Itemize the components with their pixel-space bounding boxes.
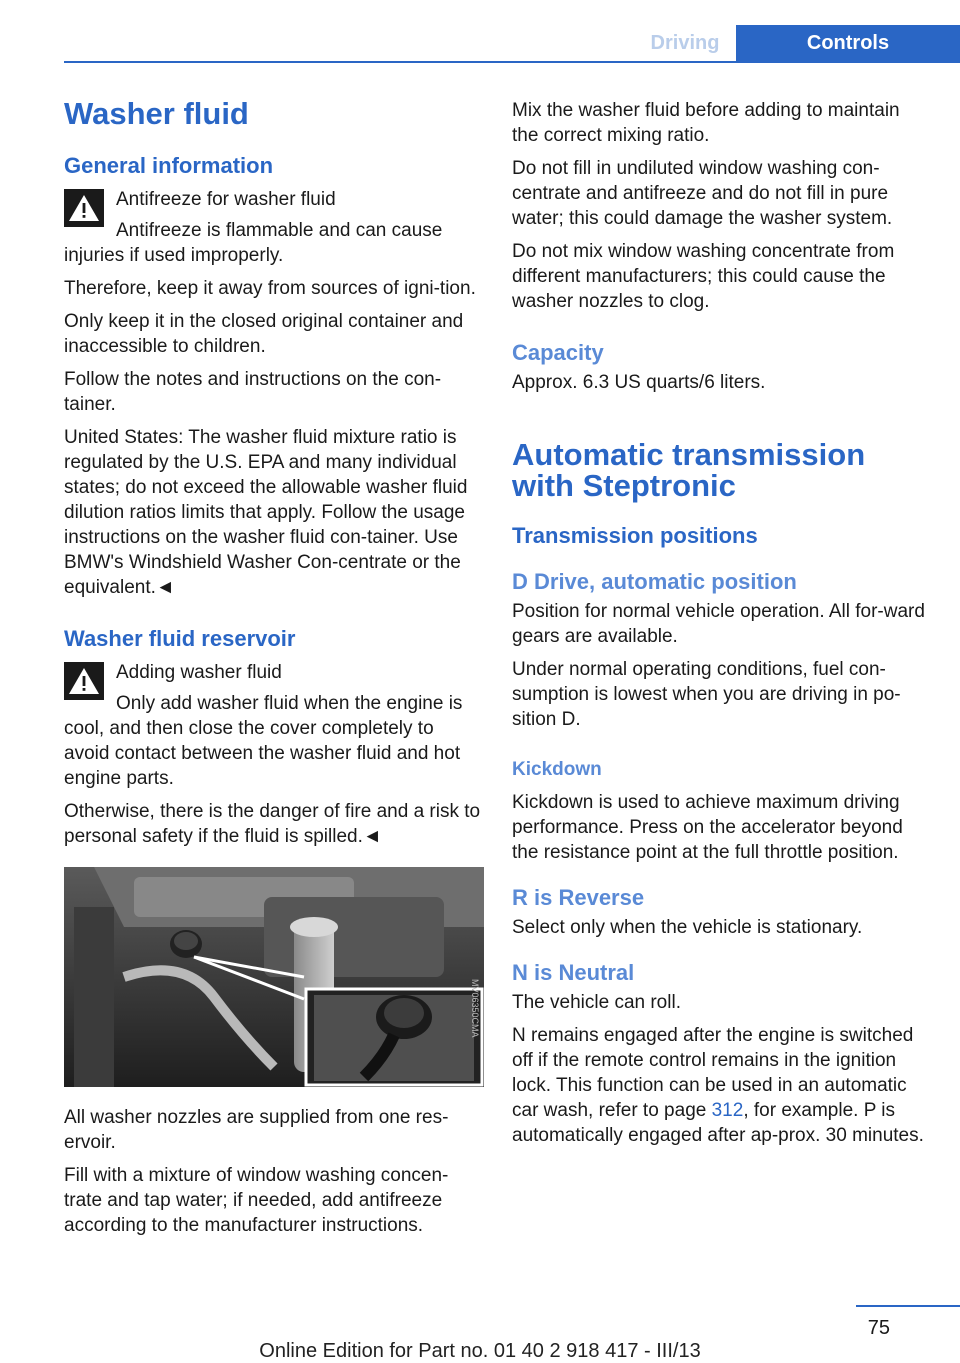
heading-capacity: Capacity bbox=[512, 340, 604, 365]
paragraph: Position for normal vehicle operation. All for-ward gears are available. bbox=[512, 601, 925, 647]
paragraph: Do not mix window washing concentrate from different manufacturers; this could cause the washer nozzles to clog. bbox=[512, 241, 895, 312]
paragraph-neutral bbox=[512, 1023, 928, 1148]
header-tab-controls: Controls bbox=[736, 25, 960, 61]
paragraph: Approx. 6.3 US quarts/6 liters. bbox=[512, 372, 766, 393]
heading-kickdown: Kickdown bbox=[512, 759, 602, 780]
right-column bbox=[512, 98, 928, 1156]
heading-transmission-positions: Transmission positions bbox=[512, 523, 758, 548]
engine-bay-illustration bbox=[64, 867, 484, 1087]
paragraph: The vehicle can roll. bbox=[512, 992, 681, 1013]
warning-title: Antifreeze for washer fluid bbox=[116, 189, 336, 210]
page-reference-link[interactable]: 312 bbox=[711, 1100, 744, 1121]
edition-footer: Online Edition for Part no. 01 40 2 918 417 - III/13 bbox=[259, 1340, 701, 1362]
paragraph: Under normal operating conditions, fuel con-sumption is lowest when you are driving in po-sition D. bbox=[512, 659, 901, 730]
warning-title: Adding washer fluid bbox=[116, 662, 282, 683]
header-rule bbox=[64, 61, 960, 63]
text: , for example. P is automatically engaged after ap-prox. 30 minutes. bbox=[512, 1100, 924, 1146]
paragraph: Therefore, keep it away from sources of igni-tion. bbox=[64, 278, 476, 299]
warning-icon bbox=[64, 662, 104, 700]
warning-adding-washer-fluid bbox=[64, 660, 484, 791]
paragraph: Otherwise, there is the danger of fire and a risk to personal safety if the fluid is spilled.◄ bbox=[64, 801, 481, 847]
text: N remains engaged after the engine is switched off if the remote control remains in the ignition lock. This function can be used in an automatic car wash, refer to page bbox=[512, 1025, 914, 1121]
footer-rule bbox=[856, 1305, 960, 1307]
paragraph: Mix the washer fluid before adding to maintain the correct mixing ratio. bbox=[512, 100, 900, 146]
warning-icon bbox=[64, 189, 104, 227]
paragraph: United States: The washer fluid mixture ratio is regulated by the U.S. EPA and many individual states; do not exceed the allowable washer fluid dilution ratios limits that apply. Follow the usage instructions on the washer fluid con-tainer. Use BMW's Windshield Washer Con-centrate or the equivalent.◄ bbox=[64, 427, 468, 598]
warning-antifreeze bbox=[64, 187, 484, 268]
heading-d-drive: D Drive, automatic position bbox=[512, 569, 797, 594]
engine-bay-photo bbox=[64, 867, 484, 1087]
section-title-automatic-transmission: Automatic transmission with Steptronic bbox=[512, 437, 866, 503]
heading-general-information: General information bbox=[64, 153, 274, 178]
paragraph: Follow the notes and instructions on the con-tainer. bbox=[64, 369, 442, 415]
paragraph: Do not fill in undiluted window washing con-centrate and antifreeze and do not fill in pure water; this could damage the washer system. bbox=[512, 158, 893, 229]
photo-code: MV06350CMA bbox=[470, 979, 480, 1038]
paragraph: All washer nozzles are supplied from one res-ervoir. bbox=[64, 1107, 449, 1153]
paragraph: Fill with a mixture of window washing concen-trate and tap water; if needed, add antifreeze according to the manufacturer instructions. bbox=[64, 1165, 449, 1236]
heading-washer-fluid-reservoir: Washer fluid reservoir bbox=[64, 626, 296, 651]
paragraph: Select only when the vehicle is stationary. bbox=[512, 917, 863, 938]
heading-r-reverse: R is Reverse bbox=[512, 885, 645, 910]
header-tab-driving: Driving bbox=[650, 32, 720, 54]
heading-n-neutral: N is Neutral bbox=[512, 960, 635, 985]
paragraph: Kickdown is used to achieve maximum driving performance. Press on the accelerator beyond the resistance point at the full throttle position. bbox=[512, 792, 903, 863]
page-number: 75 bbox=[867, 1317, 890, 1339]
warning-body: Antifreeze is flammable and can cause injuries if used improperly. bbox=[64, 220, 443, 266]
warning-body: Only add washer fluid when the engine is cool, and then close the cover completely to avoid contact between the washer fluid and hot engine parts. bbox=[64, 693, 463, 789]
left-column bbox=[64, 98, 484, 1246]
section-title-washer-fluid: Washer fluid bbox=[64, 96, 249, 131]
paragraph: Only keep it in the closed original container and inaccessible to children. bbox=[64, 311, 464, 357]
